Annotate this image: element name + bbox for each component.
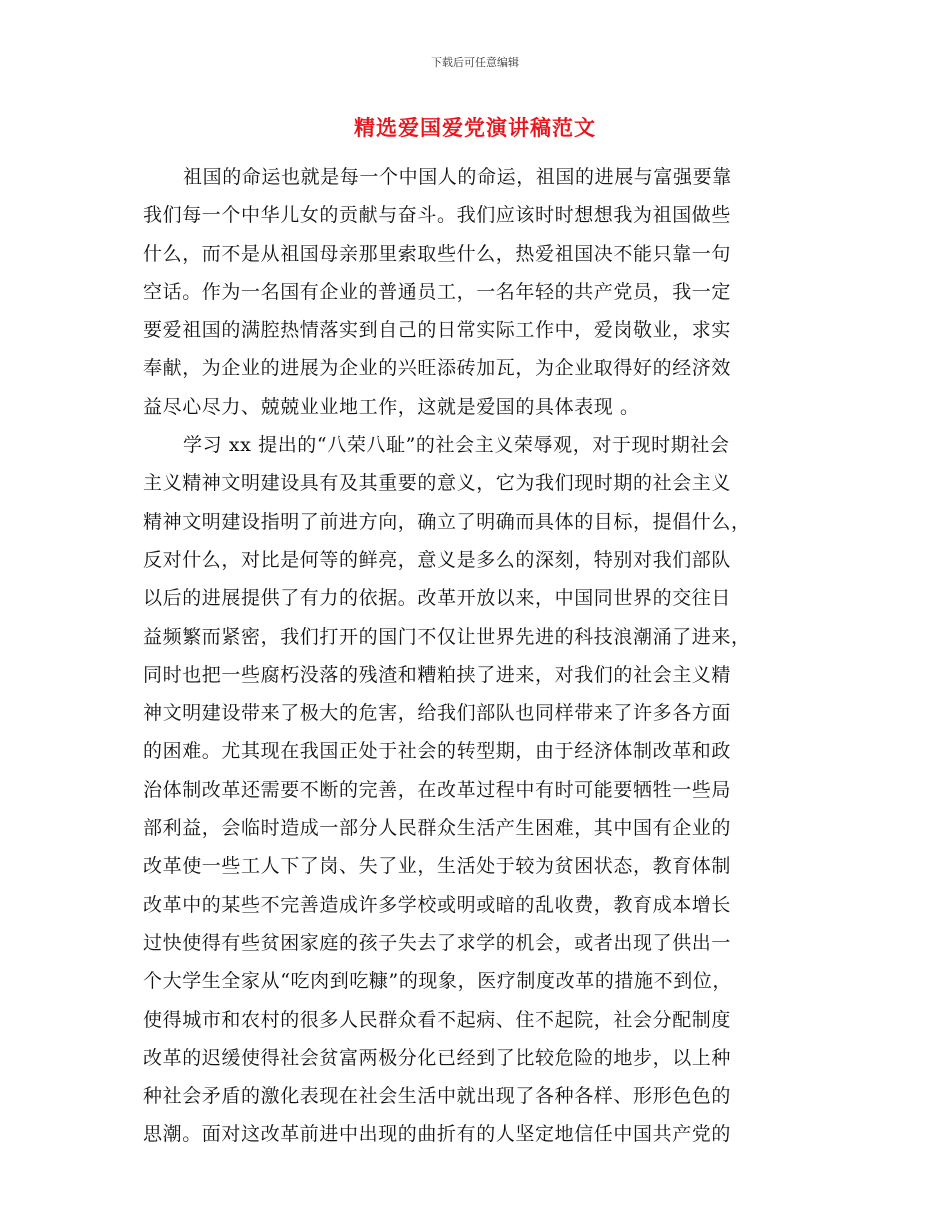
document-body: [143, 158, 811, 1154]
text-line: 益频繁而紧密，我们打开的国门不仅让世界先进的科技浪潮涌了进来，: [143, 625, 751, 648]
text-line: 改革使一些工人下了岗、失了业，生活处于较为贫困状态，教育体制: [143, 855, 732, 878]
text-line: 过快使得有些贫困家庭的孩子失去了求学的机会，或者出现了供出一: [143, 931, 732, 954]
document-title: 精选爱国爱党演讲稿范文: [354, 116, 596, 140]
text-line: 精神文明建设指明了前进方向，确立了明确而具体的目标，提倡什么，: [143, 510, 751, 533]
text-line: 神文明建设带来了极大的危害，给我们部队也同样带来了许多各方面: [143, 702, 732, 725]
text-line: 改革中的某些不完善造成许多学校或明或暗的乱收费，教育成本增长: [143, 893, 732, 916]
header-note: 下载后可任意编辑: [431, 56, 519, 69]
paragraph: [143, 158, 811, 426]
text-line: 我们每一个中华儿女的贡献与奋斗。我们应该时时想想我为祖国做些: [143, 204, 732, 227]
text-line: 什么，而不是从祖国母亲那里索取些什么，热爱祖国决不能只靠一句: [143, 242, 732, 265]
text-line: 治体制改革还需要不断的完善，在改革过程中有时可能要牺牲一些局: [143, 778, 732, 801]
text-line: 种社会矛盾的激化表现在社会生活中就出现了各种各样、形形色色的: [143, 1085, 732, 1108]
text-line: 主义精神文明建设具有及其重要的意义，它为我们现时期的社会主义: [143, 472, 732, 495]
text-line: 以后的进展提供了有力的依据。改革开放以来，中国同世界的交往日: [143, 587, 732, 610]
text-line: 益尽心尽力、兢兢业业地工作，这就是爱国的具体表现 。: [143, 395, 640, 418]
text-line: 使得城市和农村的很多人民群众看不起病、住不起院，社会分配制度: [143, 1008, 732, 1031]
text-line: 学习 xx 提出的“八荣八耻”的社会主义荣辱观，对于现时期社会: [183, 434, 730, 457]
text-line: 奉献，为企业的进展为企业的兴旺添砖加瓦，为企业取得好的经济效: [143, 357, 732, 380]
text-line: 个大学生全家从“吃肉到吃糠”的现象，医疗制度改革的措施不到位，: [143, 970, 733, 993]
text-line: 要爱祖国的满腔热情落实到自己的日常实际工作中，爱岗敬业，求实: [143, 319, 732, 342]
text-line: 祖国的命运也就是每一个中国人的命运，祖国的进展与富强要靠: [183, 166, 732, 188]
text-line: 空话。作为一名国有企业的普通员工，一名年轻的共产党员，我一定: [143, 280, 732, 303]
text-line: 反对什么，对比是何等的鲜亮，意义是多么的深刻，特别对我们部队: [143, 548, 732, 571]
paragraph: [143, 426, 811, 1154]
text-line: 思潮。面对这改革前进中出现的曲折有的人坚定地信任中国共产党的: [143, 1123, 732, 1146]
text-line: 部利益，会临时造成一部分人民群众生活产生困难，其中国有企业的: [143, 817, 732, 840]
text-line: 的困难。尤其现在我国正处于社会的转型期，由于经济体制改革和政: [143, 740, 732, 763]
text-line: 改革的迟缓使得社会贫富两极分化已经到了比较危险的地步，以上种: [143, 1046, 732, 1069]
text-line: 同时也把一些腐朽没落的残渣和糟粕挟了进来，对我们的社会主义精: [143, 663, 732, 686]
